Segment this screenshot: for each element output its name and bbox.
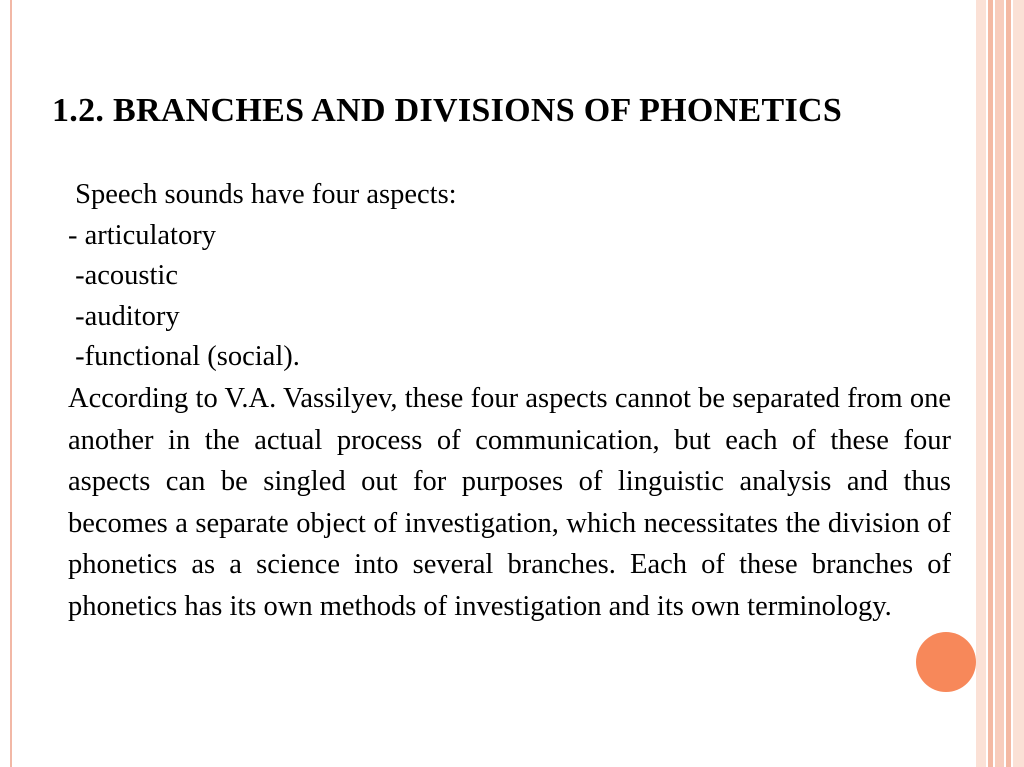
stripe-2: [988, 0, 993, 767]
left-border-rule: [10, 0, 12, 767]
aspect-functional: -functional (social).: [68, 341, 300, 372]
stripe-4: [1006, 0, 1011, 767]
stripe-5: [1013, 0, 1024, 767]
aspects-list: [68, 175, 457, 378]
intro-line: Speech sounds have four aspects:: [68, 179, 457, 210]
right-decorative-stripes: [976, 0, 1024, 767]
decorative-circle: [916, 632, 976, 692]
slide-title: 1.2. BRANCHES AND DIVISIONS OF PHONETICS: [52, 92, 843, 129]
stripe-1: [976, 0, 986, 767]
aspect-acoustic: -acoustic: [68, 260, 178, 291]
aspect-articulatory: - articulatory: [68, 219, 216, 251]
stripe-3: [995, 0, 1004, 767]
aspect-auditory: -auditory: [68, 300, 180, 332]
body-paragraph: According to V.A. Vassilyev, these four aspects cannot be separated from one another in the actual process of communication, but each of these four aspects can be singled out for purposes of linguistic analysis and thus becomes a separate object of investigation, which necessitates the division of phonetics as a science into several branches. Each of these branches of phonetics has its own methods of investigation and its own terminology.: [68, 383, 951, 622]
